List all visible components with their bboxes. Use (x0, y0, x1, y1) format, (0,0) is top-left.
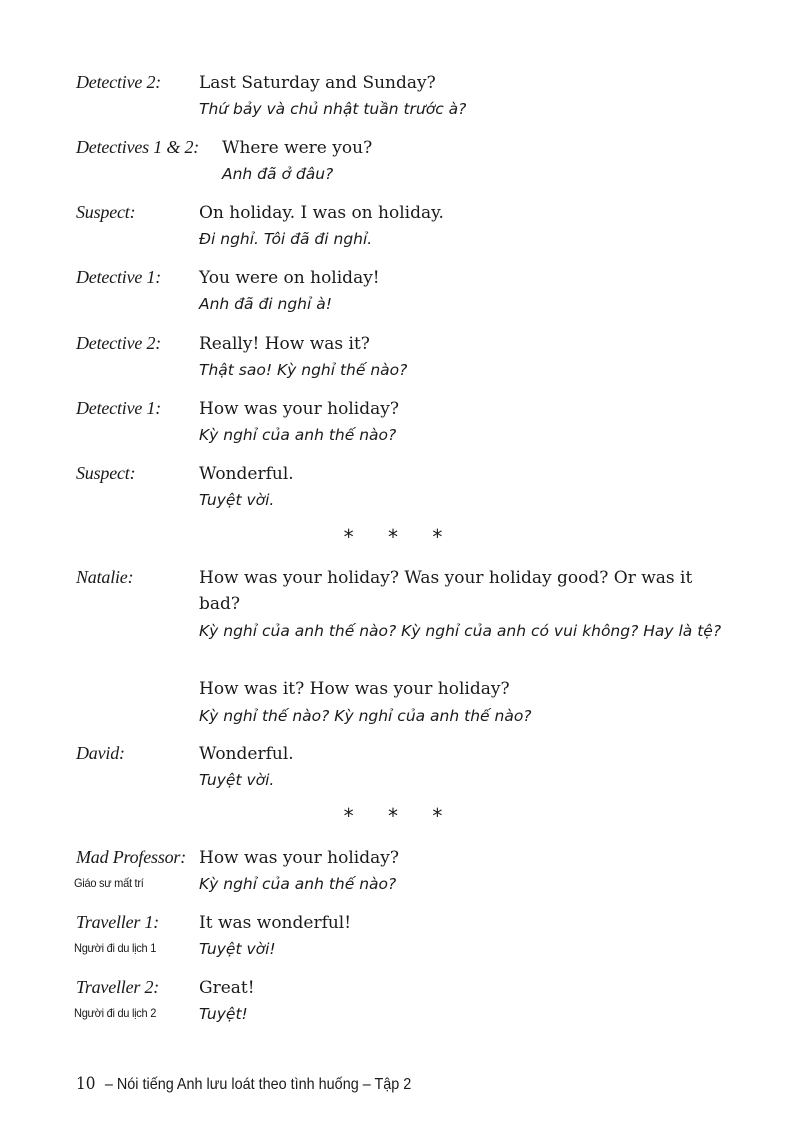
section-separator: * * * (343, 525, 457, 549)
vietnamese-line: Tuyệt vời! (199, 940, 276, 958)
vietnamese-line: Kỳ nghỉ của anh thế nào? (199, 426, 397, 444)
speaker-name: Traveller 2: (76, 977, 160, 997)
speaker-name: Detective 1: (76, 398, 162, 418)
english-line: On holiday. I was on holiday. (199, 203, 444, 223)
vietnamese-line: Đi nghỉ. Tôi đã đi nghỉ. (199, 230, 373, 248)
english-line: Great! (199, 978, 255, 998)
speaker-name: Mad Professor: (76, 847, 187, 867)
speaker-name: Detective 2: (76, 72, 162, 92)
vietnamese-line: Kỳ nghỉ thế nào? Kỳ nghỉ của anh thế nào? (199, 707, 532, 725)
page-number: 10 (76, 1074, 96, 1094)
speaker-name: Suspect: (76, 463, 136, 483)
speaker-name-vietnamese: Người đi du lịch 1 (74, 941, 157, 955)
vietnamese-line: Anh đã đi nghỉ à! (199, 295, 332, 313)
vietnamese-line: Thứ bảy và chủ nhật tuần trước à? (199, 100, 467, 118)
english-line: Wonderful. (199, 744, 294, 764)
vietnamese-line: Kỳ nghỉ của anh thế nào? Kỳ nghỉ của anh có vui không? Hay là tệ? (199, 622, 722, 640)
speaker-name-vietnamese: Người đi du lịch 2 (74, 1006, 157, 1020)
vietnamese-line: Tuyệt vời. (199, 491, 275, 509)
speaker-name: Detectives 1 & 2: (76, 137, 200, 157)
english-line: It was wonderful! (199, 913, 352, 933)
english-line: How was your holiday? Was your holiday good? Or was it bad? (199, 568, 693, 614)
section-separator: * * * (343, 804, 457, 828)
vietnamese-line: Thật sao! Kỳ nghỉ thế nào? (199, 361, 408, 379)
speaker-name: David: (76, 743, 125, 763)
speaker-name: Natalie: (76, 567, 134, 587)
speaker-name-vietnamese: Giáo sư mất trí (74, 876, 144, 890)
english-line: Where were you? (222, 138, 373, 158)
speaker-name: Suspect: (76, 202, 136, 222)
english-line: You were on holiday! (199, 268, 380, 288)
vietnamese-line: Kỳ nghỉ của anh thế nào? (199, 875, 397, 893)
english-line: Really! How was it? (199, 334, 370, 354)
english-line: How was your holiday? (199, 848, 399, 868)
vietnamese-line: Anh đã ở đâu? (222, 165, 334, 183)
english-line: How was your holiday? (199, 399, 399, 419)
book-title: – Nói tiếng Anh lưu loát theo tình huống – Tập 2 (104, 1076, 412, 1093)
speaker-name: Traveller 1: (76, 912, 160, 932)
english-line: Last Saturday and Sunday? (199, 73, 436, 93)
page-footer (76, 1074, 411, 1094)
vietnamese-line: Tuyệt! (199, 1005, 248, 1023)
vietnamese-line: Tuyệt vời. (199, 771, 275, 789)
speaker-name: Detective 2: (76, 333, 162, 353)
english-line: Wonderful. (199, 464, 294, 484)
english-line: How was it? How was your holiday? (199, 679, 510, 699)
speaker-name: Detective 1: (76, 267, 162, 287)
